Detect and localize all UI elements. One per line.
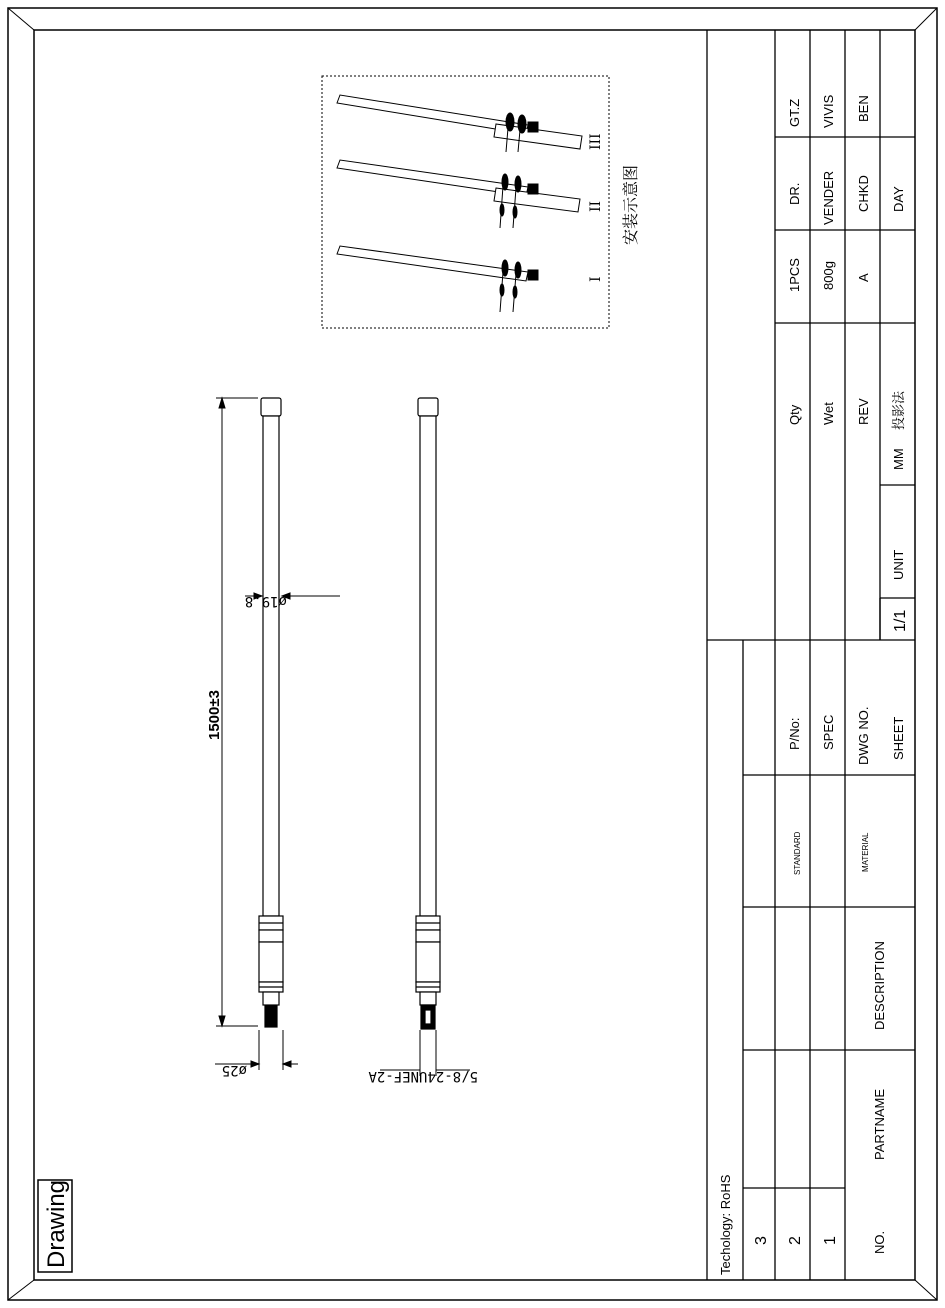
no-label: NO.	[872, 1230, 887, 1254]
dwg-no-label: DWG NO.	[856, 706, 871, 765]
technology-label: Techology: RoHS	[718, 1174, 733, 1275]
qty-label: Qty	[787, 404, 802, 425]
install-label-1: I	[588, 276, 604, 282]
install-step-1	[337, 246, 538, 312]
pno-label: P/No:	[787, 717, 802, 750]
material-label: MATERIAL	[861, 832, 870, 872]
row-number-1: 1	[822, 1236, 839, 1245]
install-step-3	[337, 95, 582, 152]
install-label-3: III	[588, 133, 604, 150]
dr-label: DR.	[787, 182, 802, 205]
row-number-3: 3	[753, 1236, 770, 1245]
length-dimension-label: 1500±3	[206, 690, 223, 740]
vender-value: VIVIS	[821, 94, 836, 128]
tube-diameter-label: ø19.8	[244, 593, 287, 609]
thread-dimension-label: 5/8-24UNEF-2A	[368, 1068, 478, 1084]
spec-label: SPEC	[821, 714, 836, 750]
chkd-value: BEN	[856, 95, 871, 122]
unit-value: MM	[891, 448, 906, 470]
drawing-stamp: Drawing	[43, 1179, 70, 1268]
rev-value: A	[856, 273, 871, 282]
row-number-2: 2	[787, 1236, 804, 1245]
dr-value: GT.Z	[787, 98, 802, 127]
rev-label: REV	[856, 398, 871, 425]
antenna-side-view	[259, 398, 283, 1027]
standard-label: STANDARD	[793, 831, 802, 875]
install-diagram	[337, 95, 582, 312]
install-caption: 安装示意图	[623, 164, 640, 245]
antenna-connector-view	[416, 398, 440, 1029]
partname-label: PARTNAME	[872, 1088, 887, 1160]
wet-label: Wet	[821, 402, 836, 425]
projection-label: 投影法	[891, 390, 906, 430]
chkd-label: CHKD	[856, 175, 871, 212]
vender-label: VENDER	[821, 170, 836, 225]
inner-frame	[34, 30, 915, 1280]
install-label-2: II	[588, 200, 604, 212]
description-label: DESCRIPTION	[872, 941, 887, 1030]
install-step-2	[337, 160, 580, 228]
base-diameter-label: ø25	[221, 1062, 247, 1078]
unit-label: UNIT	[891, 549, 906, 580]
install-labels	[588, 133, 604, 282]
wet-value: 800g	[821, 261, 836, 290]
sheet-value: 1/1	[892, 609, 909, 632]
sheet-label: SHEET	[891, 716, 906, 760]
qty-value: 1PCS	[787, 258, 802, 292]
day-label: DAY	[891, 186, 906, 212]
